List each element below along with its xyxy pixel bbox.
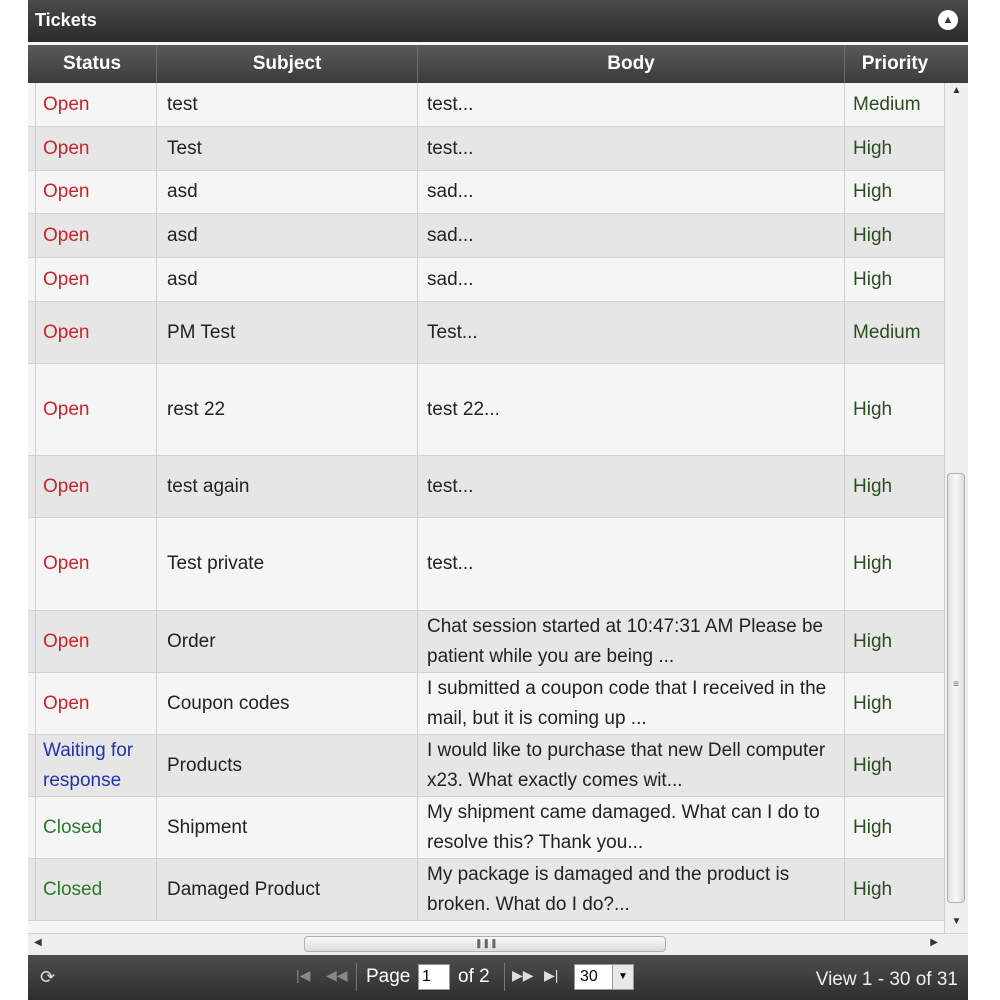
body-cell: test 22... (418, 364, 845, 455)
subject-cell: Damaged Product (157, 859, 418, 920)
page-count-label: of 2 (458, 966, 490, 987)
prev-page-icon[interactable]: ◀◀ (326, 967, 348, 983)
table-row[interactable] (28, 171, 944, 214)
body-cell: test... (418, 127, 845, 170)
table-row[interactable] (28, 302, 944, 364)
subject-cell: test (157, 83, 418, 126)
body-cell: test... (418, 518, 845, 610)
status-cell: Closed (36, 859, 157, 920)
subject-cell: asd (157, 171, 418, 213)
body-cell: sad... (418, 214, 845, 257)
row-edge-cell (28, 302, 36, 363)
row-edge-cell (28, 518, 36, 610)
table-row[interactable] (28, 611, 944, 673)
row-edge-cell (28, 171, 36, 213)
subject-cell: test again (157, 456, 418, 517)
row-edge-cell (28, 859, 36, 920)
grip-icon: ❚❚❚ (475, 938, 498, 948)
body-cell: I submitted a coupon code that I received in the mail, but it is coming up ... (418, 673, 845, 734)
row-edge-cell (28, 673, 36, 734)
page-number-input[interactable] (418, 964, 450, 990)
table-row[interactable] (28, 673, 944, 735)
table-row[interactable] (28, 859, 944, 921)
panel-title: Tickets (35, 10, 97, 30)
table-row[interactable] (28, 797, 944, 859)
status-cell: Open (36, 171, 157, 213)
body-cell: test... (418, 83, 845, 126)
priority-cell: High (853, 475, 893, 497)
subject-cell: Products (157, 735, 418, 796)
next-page-icon[interactable]: ▶▶ (512, 967, 534, 983)
grid-body (28, 83, 944, 933)
panel-titlebar (28, 0, 968, 42)
scroll-up-icon[interactable]: ▲ (951, 85, 962, 96)
priority-cell: High (853, 398, 893, 420)
pager-separator (356, 963, 357, 991)
priority-cell: High (853, 224, 893, 246)
row-edge-cell (28, 214, 36, 257)
row-edge-cell (28, 611, 36, 672)
priority-cell: High (853, 878, 893, 900)
view-records-label: View 1 - 30 of 31 (815, 969, 958, 990)
priority-cell: High (853, 268, 893, 290)
status-cell: Open (36, 611, 157, 672)
status-cell: Open (36, 258, 157, 301)
body-cell: test... (418, 456, 845, 517)
grip-icon: ≡ (953, 679, 959, 690)
priority-cell: High (853, 137, 893, 159)
column-header-status[interactable]: Status (28, 45, 157, 83)
last-page-icon[interactable]: ▶| (544, 967, 559, 983)
subject-cell: Order (157, 611, 418, 672)
vertical-scroll-thumb[interactable] (947, 473, 965, 903)
subject-cell: Coupon codes (157, 673, 418, 734)
table-row[interactable] (28, 364, 944, 456)
subject-cell: asd (157, 258, 418, 301)
rows-per-page-value: 30 (580, 968, 598, 985)
status-cell: Open (36, 214, 157, 257)
chevron-down-icon[interactable]: ▼ (612, 965, 633, 989)
body-cell: sad... (418, 258, 845, 301)
row-edge-cell (28, 127, 36, 170)
priority-cell: High (853, 630, 893, 652)
column-header-priority[interactable]: Priority (861, 53, 929, 74)
row-edge-cell (28, 735, 36, 796)
refresh-icon[interactable]: ⟳ (40, 967, 56, 987)
status-cell: Open (36, 364, 157, 455)
subject-cell: Test private (157, 518, 418, 610)
status-cell: Open (36, 518, 157, 610)
subject-cell: asd (157, 214, 418, 257)
body-cell: I would like to purchase that new Dell computer x23. What exactly comes wit... (418, 735, 845, 796)
status-cell: Waiting for response (36, 735, 157, 796)
subject-cell: rest 22 (157, 364, 418, 455)
scroll-down-icon[interactable]: ▼ (951, 916, 962, 927)
table-row[interactable] (28, 214, 944, 258)
scroll-left-icon[interactable]: ◀ (34, 937, 42, 948)
priority-cell: High (853, 816, 893, 838)
priority-cell: High (853, 181, 893, 202)
status-cell: Open (36, 673, 157, 734)
column-header-row (28, 45, 968, 83)
pager-separator (504, 963, 505, 991)
table-row[interactable] (28, 518, 944, 611)
table-row[interactable] (28, 456, 944, 518)
subject-cell: PM Test (157, 302, 418, 363)
priority-cell: High (853, 553, 893, 574)
tickets-panel (28, 0, 968, 1000)
horizontal-scroll-thumb[interactable] (304, 936, 666, 952)
table-row[interactable] (28, 127, 944, 171)
body-cell: My package is damaged and the product is broken. What do I do?... (418, 859, 845, 920)
priority-cell: High (853, 754, 893, 776)
subject-cell: Test (157, 127, 418, 170)
page-label: Page (366, 966, 411, 987)
priority-cell: Medium (853, 93, 921, 115)
vertical-scrollbar[interactable] (944, 83, 968, 933)
horizontal-scrollbar[interactable] (28, 933, 968, 955)
row-edge-cell (28, 797, 36, 858)
priority-cell: High (853, 692, 893, 714)
first-page-icon[interactable]: |◀ (296, 967, 311, 983)
status-cell: Closed (36, 797, 157, 858)
row-edge-cell (28, 83, 36, 126)
table-row[interactable] (28, 258, 944, 302)
column-header-subject[interactable]: Subject (157, 45, 418, 83)
column-header-body[interactable]: Body (418, 45, 845, 83)
row-edge-cell (28, 364, 36, 455)
pager-bar (28, 955, 968, 1000)
status-cell: Open (36, 456, 157, 517)
subject-cell: Shipment (157, 797, 418, 858)
scroll-right-icon[interactable]: ▶ (930, 937, 938, 948)
body-cell: Chat session started at 10:47:31 AM Please be patient while you are being ... (418, 611, 845, 672)
collapse-icon[interactable]: ▲ (938, 10, 958, 30)
body-cell: sad... (418, 171, 845, 213)
rows-per-page-select[interactable] (574, 964, 634, 990)
status-cell: Open (36, 83, 157, 126)
row-edge-cell (28, 456, 36, 517)
row-edge-cell (28, 258, 36, 301)
table-row[interactable] (28, 735, 944, 797)
status-cell: Open (36, 127, 157, 170)
priority-cell: Medium (853, 321, 921, 343)
status-cell: Open (36, 302, 157, 363)
body-cell: Test... (418, 302, 845, 363)
table-row[interactable] (28, 83, 944, 127)
body-cell: My shipment came damaged. What can I do to resolve this? Thank you... (418, 797, 845, 858)
